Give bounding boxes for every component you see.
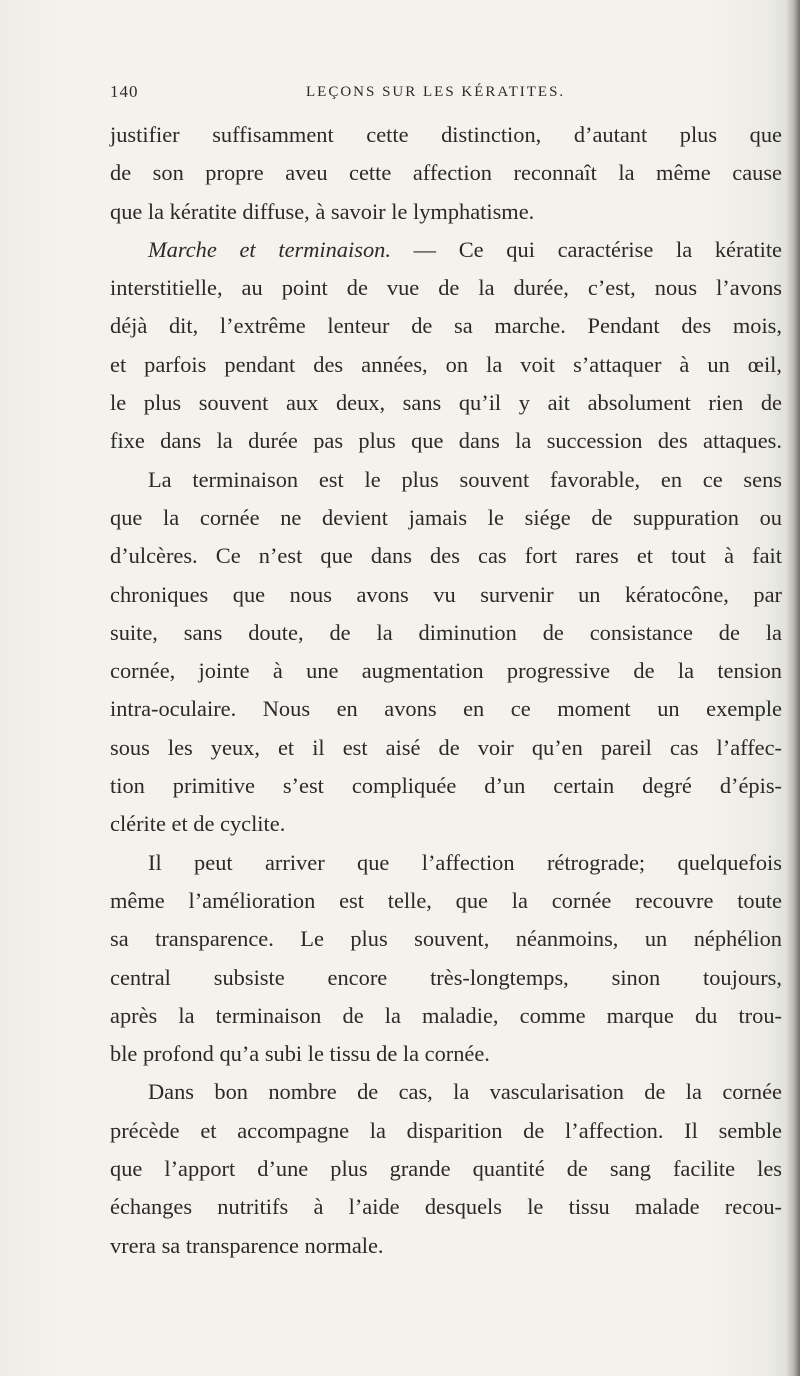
text-line-fragment: — Ce qui caractérise la kératite [413, 236, 782, 262]
text-line: sa transparence. Le plus souvent, néanmoins, un néphélion [110, 926, 782, 952]
text-line: sous les yeux, et il est aisé de voir qu’en pareil cas l’affec- [110, 734, 782, 760]
text-line: tion primitive s’est compliquée d’un certain degré d’épis- [110, 773, 782, 799]
text-line: fixe dans la durée pas plus que dans la succession des attaques. [110, 428, 782, 454]
body-text [110, 116, 782, 1265]
text-line: et parfois pendant des années, on la voit s’attaquer à un œil, [110, 351, 782, 377]
text-line: cornée, jointe à une augmentation progressive de la tension [110, 658, 782, 684]
text-line: Dans bon nombre de cas, la vascularisation de la cornée [148, 1079, 782, 1105]
text-line: central subsiste encore très-longtemps, sinon toujours, [110, 964, 782, 990]
text-line: d’ulcères. Ce n’est que dans des cas fort rares et tout à fait [110, 543, 782, 569]
text-line: que la kératite diffuse, à savoir le lymphatisme. [110, 198, 535, 224]
text-line: de son propre aveu cette affection reconnaît la même cause [110, 160, 782, 186]
text-line: chroniques que nous avons vu survenir un kératocône, par [110, 581, 782, 607]
page-header [110, 82, 710, 112]
text-line: vrera sa transparence normale. [110, 1232, 384, 1258]
text-line: que l’apport d’une plus grande quantité de sang facilite les [110, 1156, 782, 1182]
text-line: précède et accompagne la disparition de l’affection. Il semble [110, 1117, 782, 1143]
page-number: 140 [110, 82, 139, 101]
text-line: déjà dit, l’extrême lenteur de sa marche. Pendant des mois, [110, 313, 782, 339]
text-line: interstitielle, au point de vue de la durée, c’est, nous l’avons [110, 275, 782, 301]
text-line: après la terminaison de la maladie, comme marque du trou- [110, 1002, 782, 1028]
section-heading-line [110, 231, 782, 269]
text-line: échanges nutritifs à l’aide desquels le tissu malade recou- [110, 1194, 782, 1220]
page-binding-edge [786, 0, 800, 1376]
text-line: intra-oculaire. Nous en avons en ce moment un exemple [110, 696, 782, 722]
text-line: que la cornée ne devient jamais le siége de suppuration ou [110, 504, 782, 530]
text-line: La terminaison est le plus souvent favorable, en ce sens [148, 466, 782, 492]
text-line: justifier suffisamment cette distinction, d’autant plus que [110, 122, 782, 147]
text-line: Il peut arriver que l’affection rétrograde; quelquefois [148, 849, 782, 875]
text-line: clérite et de cyclite. [110, 811, 286, 837]
text-line: suite, sans doute, de la diminution de consistance de la [110, 619, 782, 645]
text-line: le plus souvent aux deux, sans qu’il y ait absolument rien de [110, 390, 782, 416]
section-heading: Marche et terminaison. [148, 236, 391, 262]
text-line: ble profond qu’a subi le tissu de la cornée. [110, 1041, 490, 1067]
running-title: LEÇONS SUR LES KÉRATITES. [306, 84, 566, 100]
text-line: même l’amélioration est telle, que la cornée recouvre toute [110, 887, 782, 913]
